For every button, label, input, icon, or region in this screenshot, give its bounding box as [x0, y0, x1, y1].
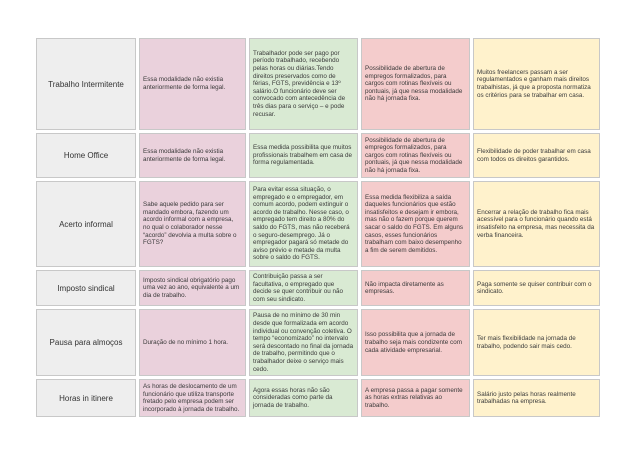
before-cell: Sabe aquele pedido para ser mandado embora, fazendo um acordo informal com a empresa, no qual o colaborador nesse “acordo” devolvia a multa sobre o FGTS? [139, 181, 246, 267]
worker-impact-cell: Ter mais flexibilidade na jornada de trabalho, podendo sair mais cedo. [473, 309, 600, 376]
after-cell: Essa medida possibilita que muitos profissionais trabalhem em casa de forma regulamentada. [249, 133, 358, 178]
worker-impact-cell: Encerrar a relação de trabalho fica mais acessível para o funcionário quando está insatisfeito na empresa, mas necessita da verba financeira. [473, 181, 600, 267]
before-cell: Essa modalidade não existia anteriormente de forma legal. [139, 133, 246, 178]
company-impact-cell: Não impacta diretamente as empresas. [361, 270, 470, 306]
company-impact-cell: Possibilidade de abertura de empregos formalizados, para cargos com rotinas flexíveis ou pontuais, já que nessa modalidade não há jornada fixa. [361, 133, 470, 178]
worker-impact-cell: Flexibilidade de poder trabalhar em casa com todos os direitos garantidos. [473, 133, 600, 178]
table-row [36, 270, 600, 306]
before-cell: Essa modalidade não existia anteriormente de forma legal. [139, 38, 246, 130]
topic-cell: Horas in itinere [36, 379, 136, 417]
topic-cell: Imposto sindical [36, 270, 136, 306]
worker-impact-cell: Muitos freelancers passam a ser regulamentados e ganham mais direitos trabalhistas, já que a proposta normatiza os critérios para se trabalhar em casa. [473, 38, 600, 130]
table-row [36, 133, 600, 178]
after-cell: Para evitar essa situação, o empregado e o empregador, em comum acordo, podem extinguir o acordo de trabalho. Nesse caso, o empregado tem direito a 80% do saldo do FGTS, mas não receberá o seguro-desemprego. Já o empregador pagará só metade do aviso prévio e metade da multa sobre o saldo do FGTS. [249, 181, 358, 267]
after-cell: Trabalhador pode ser pago por período trabalhado, recebendo pelas horas ou diárias.Tendo direitos preservados como de férias, FGTS, previdência e 13º salário.O funcionário deve ser convocado com antecedência de três dias para o serviço – e pode recusar. [249, 38, 358, 130]
company-impact-cell: Possibilidade de abertura de empregos formalizados, para cargos com rotinas flexíveis ou pontuais, já que nessa modalidade não há jornada fixa. [361, 38, 470, 130]
topic-cell: Acerto informal [36, 181, 136, 267]
before-cell: Imposto sindical obrigatório pago uma vez ao ano, equivalente a um dia de trabalho. [139, 270, 246, 306]
table-row [36, 379, 600, 417]
table-row [36, 181, 600, 267]
company-impact-cell: Isso possibilita que a jornada de trabalho seja mais condizente com cada atividade empresarial. [361, 309, 470, 376]
after-cell: Contribuição passa a ser facultativa, o empregado que decide se quer contribuir ou não com seu sindicato. [249, 270, 358, 306]
comparison-table-container [33, 35, 600, 420]
topic-cell: Home Office [36, 133, 136, 178]
topic-cell: Trabalho Intermitente [36, 38, 136, 130]
company-impact-cell: Essa medida flexibiliza a saída daqueles funcionários que estão insatisfeitos e desejam ir embora, mas não o fazem porque querem sacar o saldo do FGTS. Em alguns casos, esses funcionários trabalham com baixo desempenho a fim de serem demitidos. [361, 181, 470, 267]
after-cell: Pausa de no mínimo de 30 min desde que formalizada em acordo individual ou convenção coletiva. O tempo “economizado” no intervalo será descontado no final da jornada de trabalho, permitindo que o trabalhador deixe o serviço mais cedo. [249, 309, 358, 376]
reform-comparison-table [33, 35, 603, 420]
table-row [36, 309, 600, 376]
worker-impact-cell: Salário justo pelas horas realmente trabalhadas na empresa. [473, 379, 600, 417]
before-cell: As horas de deslocamento de um funcionário que utiliza transporte fretado pelo empresa podem ser incorporado à jornada de trabalho. [139, 379, 246, 417]
topic-cell: Pausa para almoços [36, 309, 136, 376]
company-impact-cell: A empresa passa a pagar somente as horas extras relativas ao trabalho. [361, 379, 470, 417]
after-cell: Agora essas horas não são consideradas como parte da jornada de trabalho. [249, 379, 358, 417]
before-cell: Duração de no mínimo 1 hora. [139, 309, 246, 376]
table-row [36, 38, 600, 130]
worker-impact-cell: Paga somente se quiser contribuir com o sindicato. [473, 270, 600, 306]
